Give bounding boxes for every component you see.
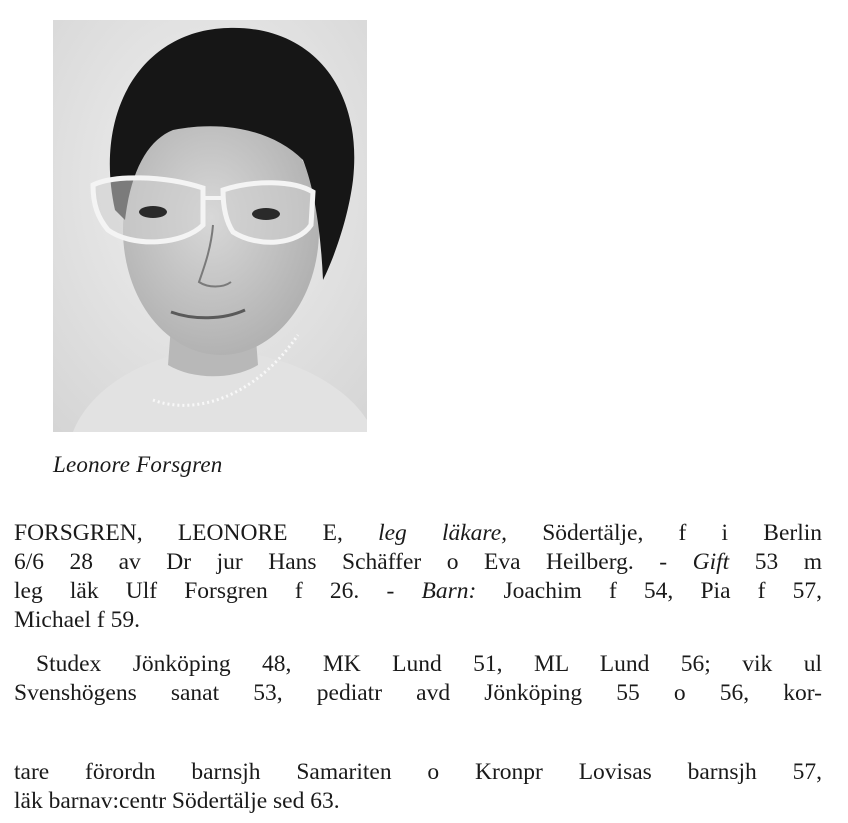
entry-line-7: tare förordn barnsjh Samariten o Kronpr Lovisas barnsjh 57, xyxy=(14,759,822,785)
spouse-text: leg läk Ulf Forsgren f 26. - xyxy=(14,578,395,604)
profession: leg läkare, xyxy=(378,520,508,546)
entry-line-5: Studex Jönköping 48, MK Lund 51, ML Lund 56; vik ul xyxy=(36,651,822,677)
parents-text: 6/6 28 av Dr jur Hans Schäffer o Eva Heilberg. - xyxy=(14,549,668,575)
entry-line-3 xyxy=(14,577,822,606)
gift-text: 53 m xyxy=(754,549,823,575)
header-details: Södertälje, f i Berlin xyxy=(542,520,823,546)
photo-caption: Leonore Forsgren xyxy=(53,452,223,477)
entry-line-8: läk barnav:centr Södertälje sed 63. xyxy=(14,788,340,814)
career-paragraph xyxy=(14,650,822,708)
portrait-photo xyxy=(53,20,367,432)
entry-line-6: Svenshögens sanat 53, pediatr avd Jönköping 55 o 56, kor- xyxy=(14,680,822,706)
gift-label: Gift xyxy=(692,549,730,575)
entry-line-4: Michael f 59. xyxy=(14,607,140,633)
entry-line-2 xyxy=(14,548,822,577)
entry-header-line xyxy=(14,519,822,548)
barn-label: Barn: xyxy=(421,578,477,604)
career-paragraph-continued xyxy=(14,758,822,816)
portrait-illustration xyxy=(53,20,367,432)
person-name: FORSGREN, LEONORE E, xyxy=(14,520,343,546)
children-text: Joachim f 54, Pia f 57, xyxy=(503,578,823,604)
biography-entry xyxy=(14,519,822,635)
